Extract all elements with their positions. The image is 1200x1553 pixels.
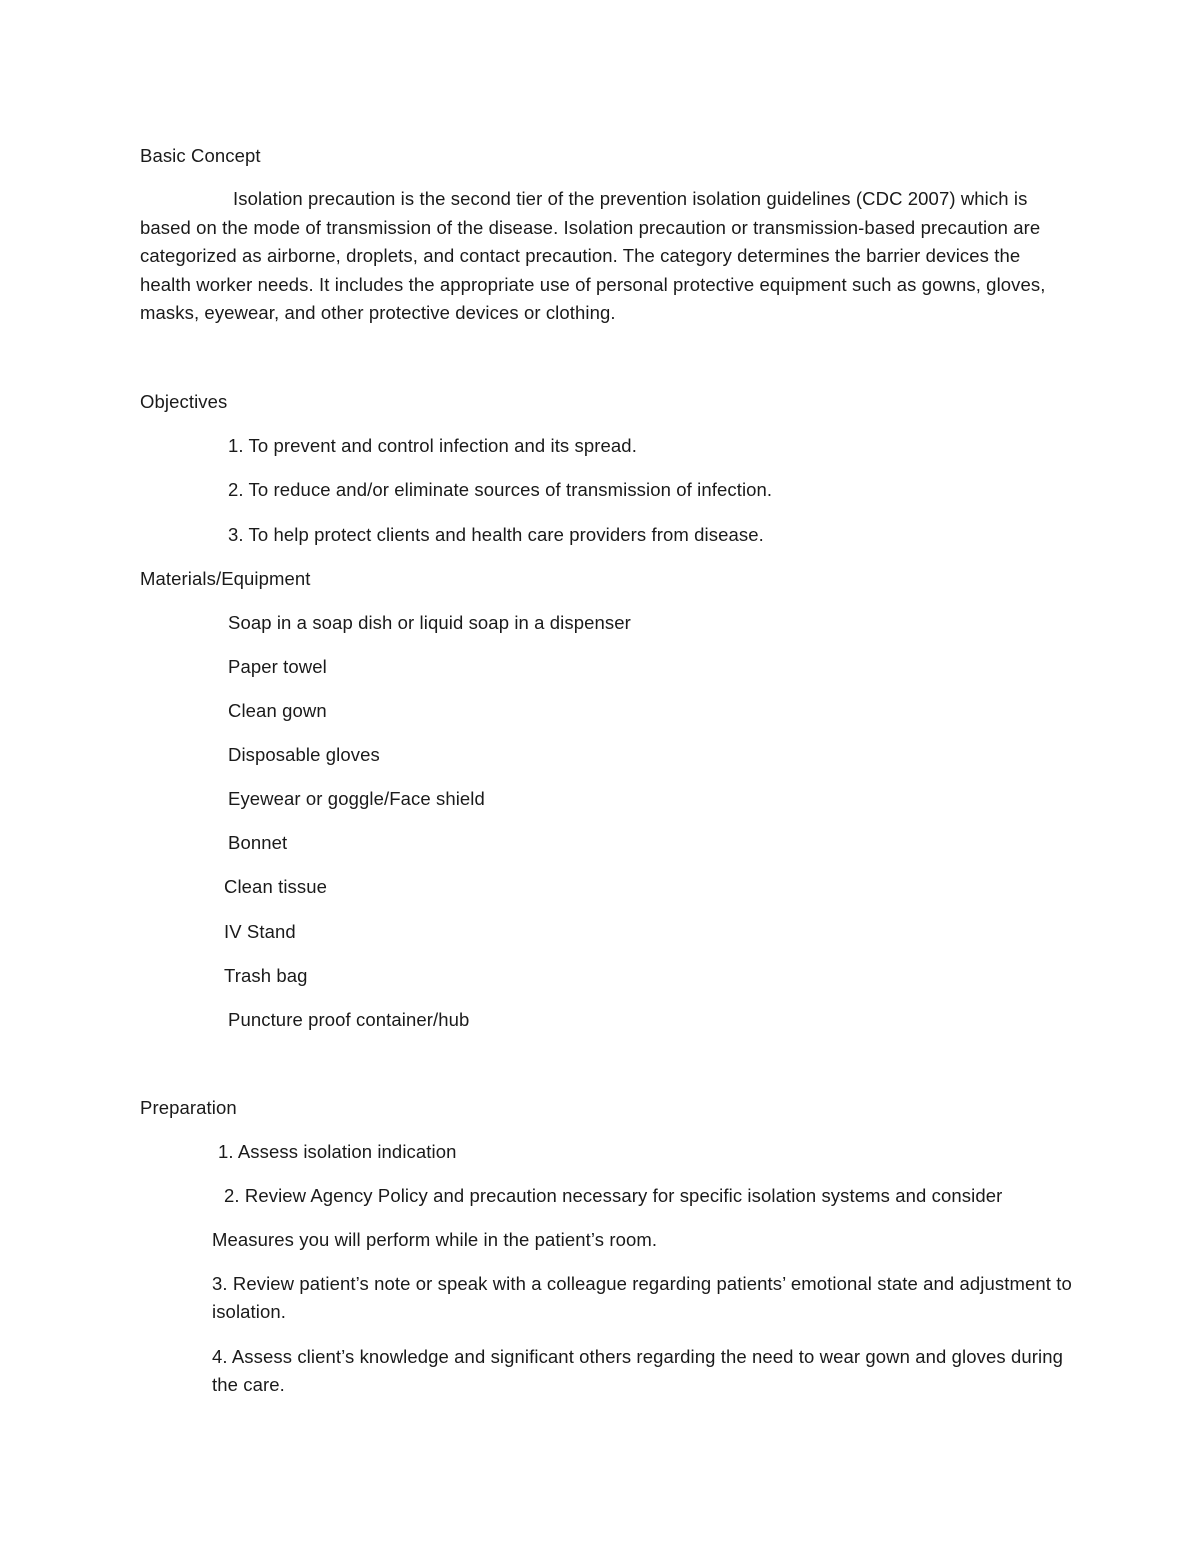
material-item: Soap in a soap dish or liquid soap in a dispenser xyxy=(228,612,631,633)
material-item: Paper towel xyxy=(228,656,327,677)
preparation-item-1: 1. Assess isolation indication xyxy=(218,1141,457,1162)
preparation-item-2: 2. Review Agency Policy and precaution necessary for specific isolation systems and consider xyxy=(224,1185,1003,1206)
material-item: Clean tissue xyxy=(224,876,328,897)
objectives-heading: Objectives xyxy=(140,391,228,412)
material-item: Clean gown xyxy=(228,700,327,721)
basic-concept-paragraph: Isolation precaution is the second tier of the prevention isolation guidelines (CDC 2007) which is based on the mode of transmission of the disease. Isolation precaution or transmission-based precaution are categorized as airborne, droplets, and contact precaution. The category determines the barrier devices the health worker needs. It includes the appropriate use of personal protective equipment such as gowns, gloves, masks, eyewear, and other protective devices or clothing. xyxy=(140,188,1046,323)
material-item: Trash bag xyxy=(224,965,308,986)
objective-item-3: 3. To help protect clients and health care providers from disease. xyxy=(228,524,764,545)
objective-item-2: 2. To reduce and/or eliminate sources of transmission of infection. xyxy=(228,479,773,500)
preparation-item-3: 3. Review patient’s note or speak with a colleague regarding patients’ emotional state and adjustment to isolation. xyxy=(212,1273,1072,1322)
objective-item-1: 1. To prevent and control infection and its spread. xyxy=(228,435,637,456)
basic-concept-heading: Basic Concept xyxy=(140,145,261,166)
material-item: Disposable gloves xyxy=(228,744,380,765)
preparation-item-4: 4. Assess client’s knowledge and significant others regarding the need to wear gown and gloves during the care. xyxy=(212,1346,1064,1395)
material-item: Puncture proof container/hub xyxy=(228,1009,470,1030)
preparation-item-2-continued: Measures you will perform while in the patient’s room. xyxy=(212,1229,658,1250)
material-item: IV Stand xyxy=(224,921,296,942)
material-item: Bonnet xyxy=(228,832,288,853)
preparation-heading: Preparation xyxy=(140,1097,237,1118)
materials-heading: Materials/Equipment xyxy=(140,568,311,589)
material-item: Eyewear or goggle/Face shield xyxy=(228,788,485,809)
